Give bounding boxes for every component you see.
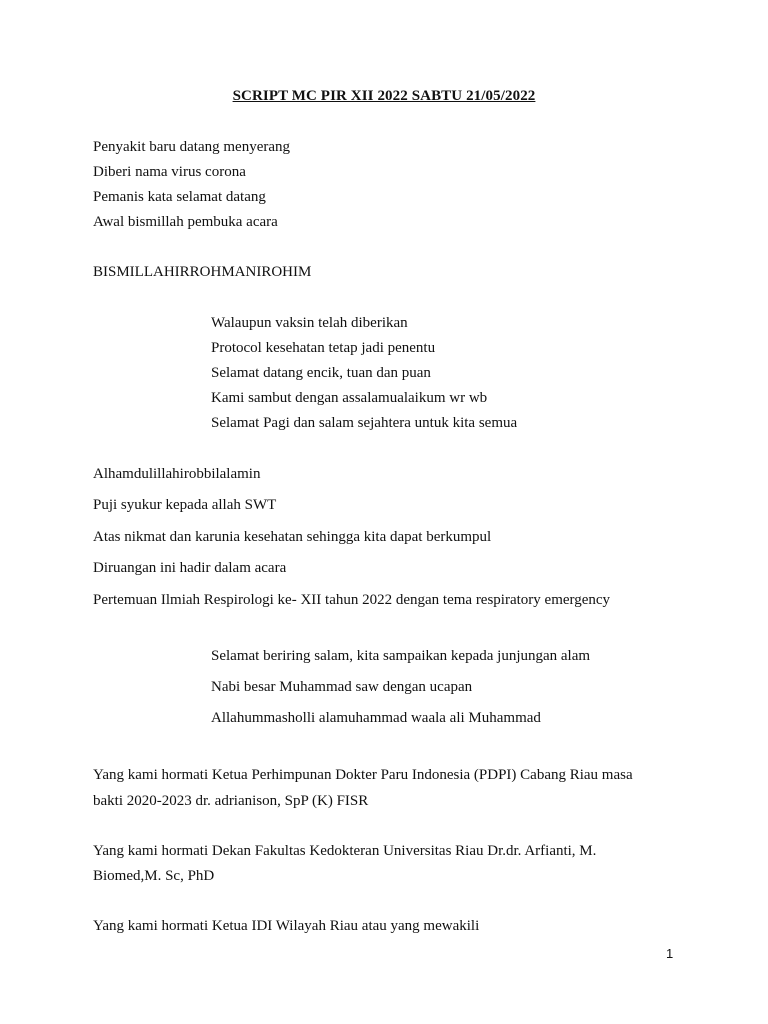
pantun-opening-line-2: Diberi nama virus corona — [93, 164, 246, 180]
honorific-1-line-2: bakti 2020-2023 dr. adrianison, SpP (K) FISR — [93, 793, 369, 809]
gratitude-line-1: Alhamdulillahirobbilalamin — [93, 466, 261, 482]
document-title: SCRIPT MC PIR XII 2022 SABTU 21/05/2022 — [232, 88, 536, 104]
shalawat-line-3: Allahummasholli alamuhammad waala ali Muhammad — [211, 710, 541, 726]
honorific-3-line-1: Yang kami hormati Ketua IDI Wilayah Riau atau yang mewakili — [93, 918, 480, 934]
pantun-opening-line-3: Pemanis kata selamat datang — [93, 189, 266, 205]
pantun-opening-line-4: Awal bismillah pembuka acara — [93, 214, 278, 230]
gratitude-line-4: Diruangan ini hadir dalam acara — [93, 560, 287, 576]
shalawat-line-2: Nabi besar Muhammad saw dengan ucapan — [211, 679, 473, 695]
pantun-opening-line-1: Penyakit baru datang menyerang — [93, 139, 291, 155]
honorific-2-line-2: Biomed,M. Sc, PhD — [93, 868, 215, 884]
shalawat-line-1: Selamat beriring salam, kita sampaikan kepada junjungan alam — [211, 648, 591, 664]
pantun-greeting-line-2: Protocol kesehatan tetap jadi penentu — [211, 340, 436, 356]
basmalah: BISMILLAHIRROHMANIROHIM — [93, 264, 312, 280]
page-number: 1 — [666, 946, 674, 961]
honorific-2-line-1: Yang kami hormati Dekan Fakultas Kedokteran Universitas Riau Dr.dr. Arfianti, M. — [93, 843, 597, 859]
pantun-greeting-line-5: Selamat Pagi dan salam sejahtera untuk kita semua — [211, 415, 518, 431]
gratitude-line-5: Pertemuan Ilmiah Respirologi ke- XII tahun 2022 dengan tema respiratory emergency — [93, 592, 611, 608]
gratitude-line-3: Atas nikmat dan karunia kesehatan sehingga kita dapat berkumpul — [93, 529, 492, 545]
pantun-greeting-line-4: Kami sambut dengan assalamualaikum wr wb — [211, 390, 488, 406]
pantun-greeting-line-3: Selamat datang encik, tuan dan puan — [211, 365, 431, 381]
honorific-1-line-1: Yang kami hormati Ketua Perhimpunan Dokter Paru Indonesia (PDPI) Cabang Riau masa — [93, 767, 633, 783]
pantun-greeting-line-1: Walaupun vaksin telah diberikan — [211, 315, 408, 331]
gratitude-line-2: Puji syukur kepada allah SWT — [93, 497, 277, 513]
